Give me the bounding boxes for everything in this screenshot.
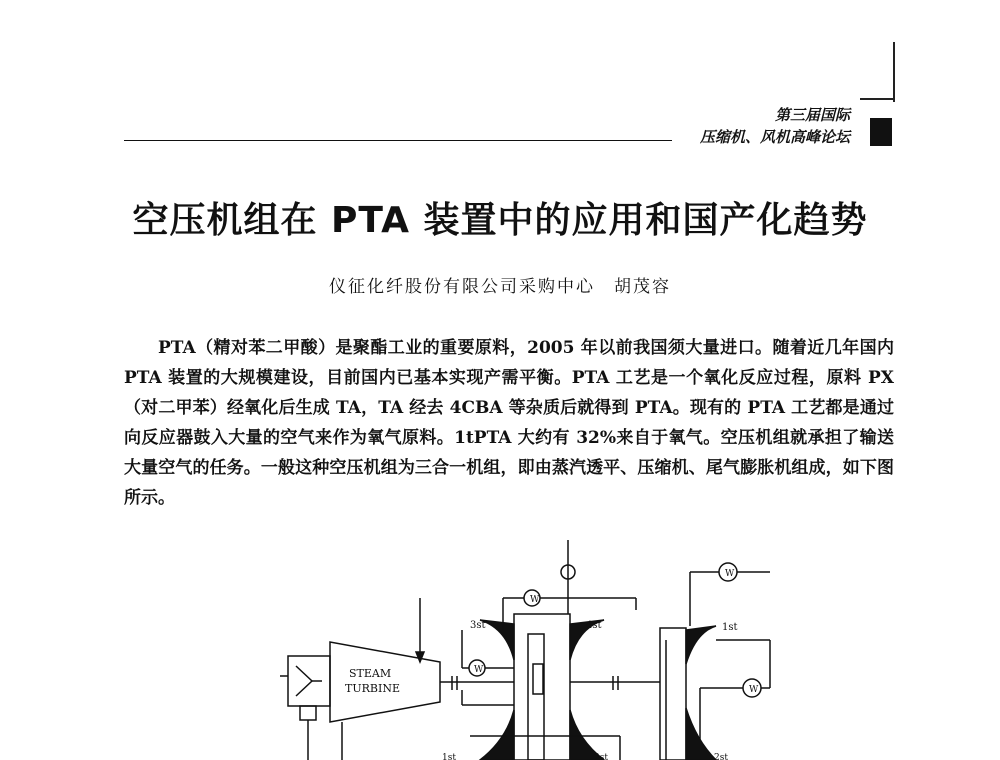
stage-2st-mid-label: 2st bbox=[594, 753, 608, 760]
w-symbol-right-top: W bbox=[725, 569, 735, 579]
w-symbol-top: W bbox=[530, 595, 540, 605]
stage-1st-bottom-label: 1st bbox=[442, 753, 456, 760]
stage-3st-label: 3st bbox=[470, 620, 486, 631]
paper-title: 空压机组在 PTA 装置中的应用和国产化趋势 bbox=[132, 200, 868, 241]
compressor-casing bbox=[468, 614, 604, 760]
tail-gas-expander bbox=[660, 563, 770, 760]
steam-label: STEAM bbox=[349, 667, 392, 680]
author-affiliation: 仪征化纤股份有限公司采购中心 胡茂容 bbox=[329, 277, 671, 297]
header-line-1: 第三届国际 bbox=[774, 106, 850, 124]
w-symbol-right-mid: W bbox=[749, 685, 759, 695]
turbine-label: TURBINE bbox=[345, 682, 400, 695]
w-symbol-left: W bbox=[474, 665, 484, 675]
intercooler-piping bbox=[462, 540, 636, 760]
body-paragraph: PTA（精对苯二甲酸）是聚酯工业的重要原料，2005 年以前我国须大量进口。随着近几年国内 PTA 装置的大规模建设，目前国内已基本实现产需平衡。PTA 工艺是一个氧化反应过程，原料 PX（对二甲苯）经氧化后生成 TA，TA 经去 4CBA 等杂质后就得到 PTA。现有的 PTA 工艺都是通过向反应器鼓入大量的空气来作为氧气原料。1tPTA 大约有 32%来自于氧气。空压机组就承担了输送大量空气的任务。一般这种空压机组为三合一机组，即由蒸汽透平、压缩机、尾气膨胀机组成，如下图所示。 bbox=[124, 338, 894, 508]
stage-4st-label: 4st bbox=[586, 620, 602, 631]
stage-2st-right-label: 2st bbox=[714, 753, 728, 760]
header-line-2: 压缩机、风机高峰论坛 bbox=[699, 128, 850, 146]
shaft-coupling bbox=[440, 676, 660, 690]
stage-1st-right-label: 1st bbox=[722, 622, 738, 633]
